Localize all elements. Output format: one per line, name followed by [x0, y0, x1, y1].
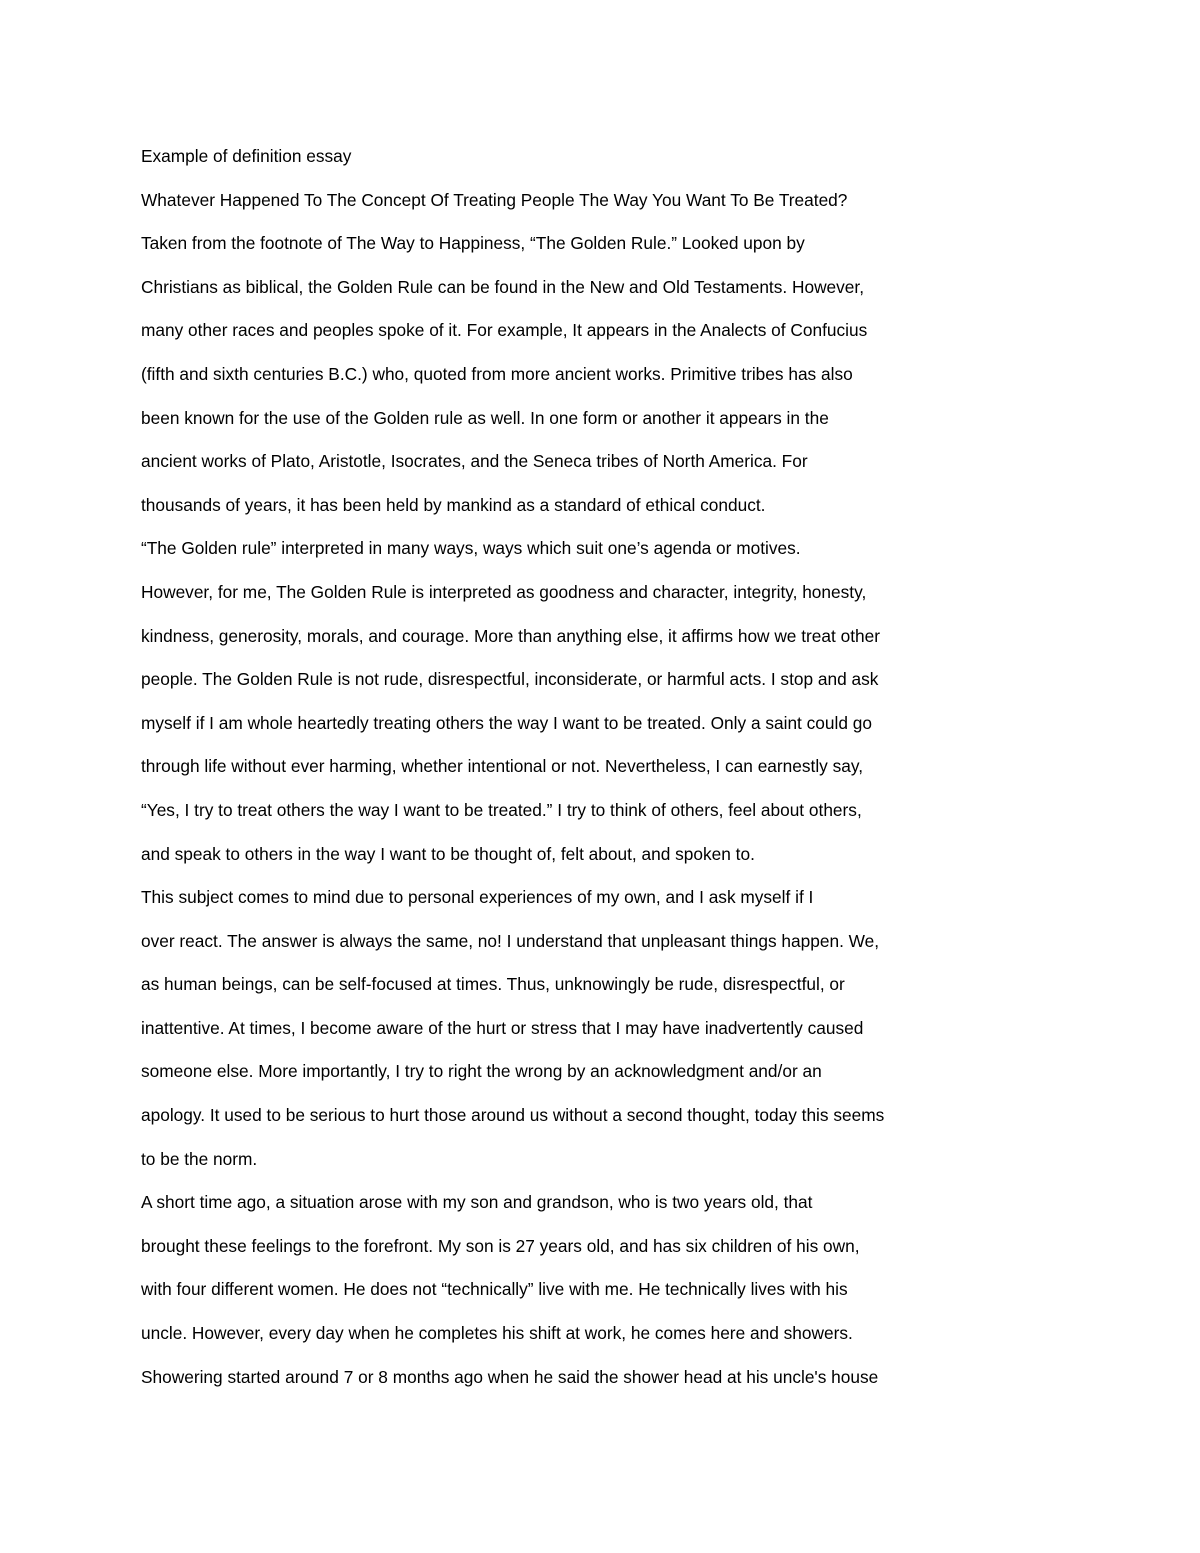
text-line: This subject comes to mind due to personal experiences of my own, and I ask myself if I: [141, 887, 814, 908]
text-line: Showering started around 7 or 8 months ago when he said the shower head at his uncle's house: [141, 1366, 879, 1387]
text-line: over react. The answer is always the same, no! I understand that unpleasant things happen. We,: [141, 930, 880, 951]
text-line: Taken from the footnote of The Way to Happiness, “The Golden Rule.” Looked upon by: [141, 233, 805, 254]
text-line: apology. It used to be serious to hurt those around us without a second thought, today this seems: [141, 1105, 885, 1126]
text-line: brought these feelings to the forefront. My son is 27 years old, and has six children of his own,: [141, 1235, 860, 1256]
document-heading: Example of definition essay: [141, 146, 352, 166]
text-line: inattentive. At times, I become aware of the hurt or stress that I may have inadvertently caused: [141, 1017, 864, 1038]
text-line: A short time ago, a situation arose with my son and grandson, who is two years old, that: [141, 1192, 813, 1213]
text-line: through life without ever harming, whether intentional or not. Nevertheless, I can earnestly say,: [141, 756, 864, 777]
text-line: kindness, generosity, morals, and courage. More than anything else, it affirms how we treat other: [141, 625, 880, 646]
text-line: However, for me, The Golden Rule is interpreted as goodness and character, integrity, honesty,: [141, 581, 867, 602]
text-line: (fifth and sixth centuries B.C.) who, quoted from more ancient works. Primitive tribes has also: [141, 363, 853, 384]
text-line: Christians as biblical, the Golden Rule can be found in the New and Old Testaments. However,: [141, 276, 865, 297]
text-line: many other races and peoples spoke of it. For example, It appears in the Analects of Confucius: [141, 320, 868, 341]
text-line: thousands of years, it has been held by mankind as a standard of ethical conduct.: [141, 494, 766, 515]
document-title: Whatever Happened To The Concept Of Treating People The Way You Want To Be Treated?: [141, 189, 848, 210]
document-body: [141, 142, 1021, 1406]
text-line: to be the norm.: [141, 1148, 258, 1169]
text-line: as human beings, can be self-focused at times. Thus, unknowingly be rude, disrespectful, or: [141, 974, 845, 995]
text-line: with four different women. He does not “technically” live with me. He technically lives with his: [141, 1279, 848, 1300]
text-line: people. The Golden Rule is not rude, disrespectful, inconsiderate, or harmful acts. I stop and ask: [141, 669, 879, 690]
text-line: myself if I am whole heartedly treating others the way I want to be treated. Only a saint could go: [141, 712, 872, 733]
text-line: and speak to others in the way I want to be thought of, felt about, and spoken to.: [141, 843, 755, 864]
text-line: “Yes, I try to treat others the way I want to be treated.” I try to think of others, feel about others,: [141, 799, 862, 820]
text-line: someone else. More importantly, I try to right the wrong by an acknowledgment and/or an: [141, 1061, 822, 1082]
text-line: been known for the use of the Golden rule as well. In one form or another it appears in the: [141, 407, 829, 428]
text-line: “The Golden rule” interpreted in many ways, ways which suit one’s agenda or motives.: [141, 538, 801, 559]
text-line: uncle. However, every day when he completes his shift at work, he comes here and showers.: [141, 1323, 853, 1344]
text-line: ancient works of Plato, Aristotle, Isocrates, and the Seneca tribes of North America. For: [141, 451, 808, 472]
